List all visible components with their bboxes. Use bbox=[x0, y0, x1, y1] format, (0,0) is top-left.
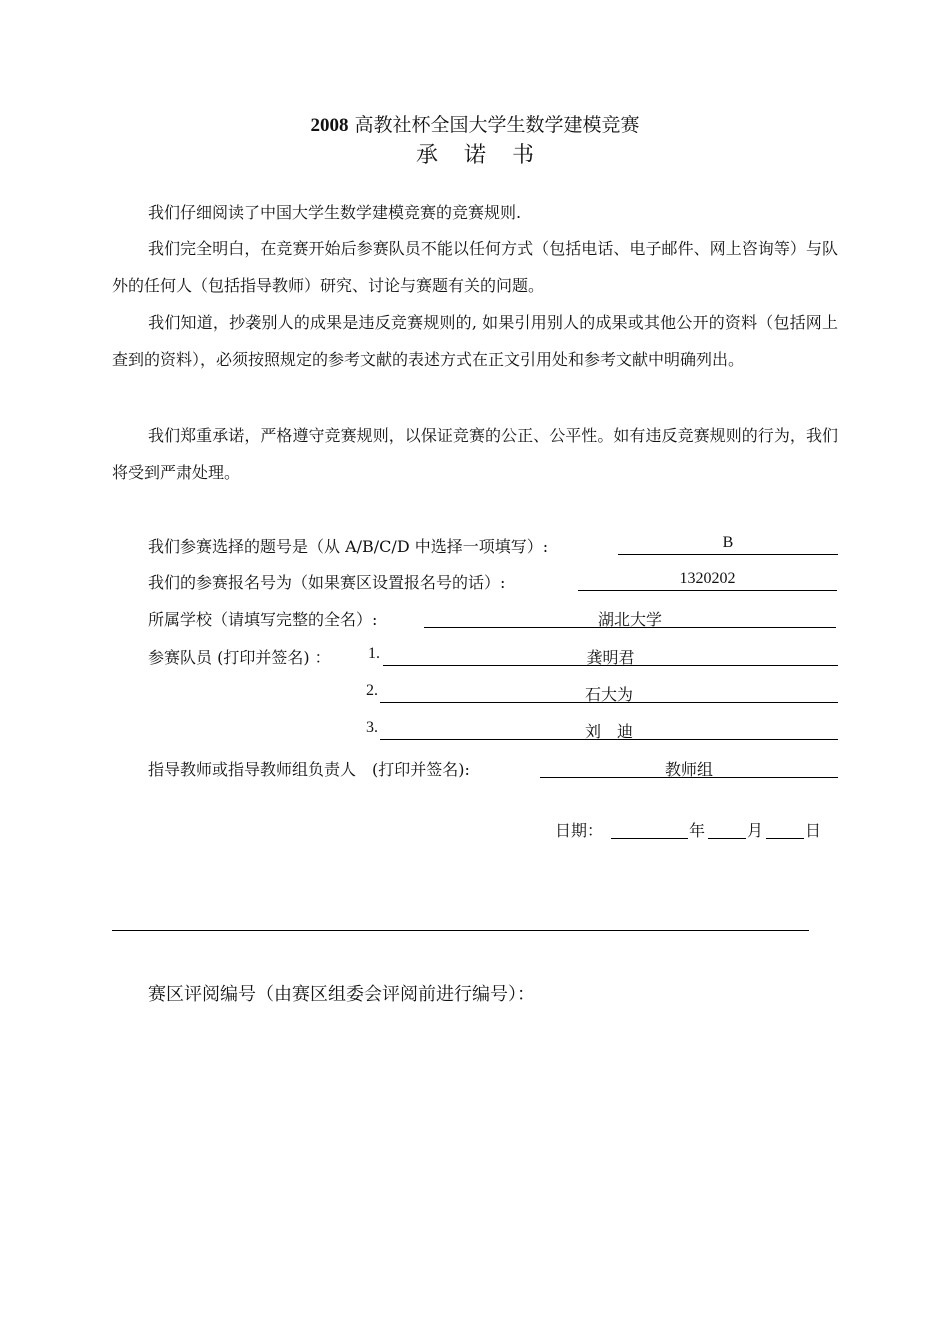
review-number-label: 赛区评阅编号（由赛区组委会评阅前进行编号）： bbox=[148, 984, 535, 1005]
date-month-unit: 月 bbox=[747, 821, 764, 840]
paragraph-1-text: 我们仔细阅读了中国大学生数学建模竞赛的竞赛规则. bbox=[148, 203, 522, 222]
advisor-label: 指导教师或指导教师组负责人 (打印并签名): bbox=[148, 760, 470, 779]
member-1-number: 1. bbox=[368, 645, 380, 662]
paragraph-3-text: 我们知道，抄袭别人的成果是违反竞赛规则的, 如果引用别人的成果或其他公开的资料（包括网上查到的资料），必须按照规定的参考文献的表述方式在正文引用处和参考文献中明确列出。 bbox=[112, 313, 838, 369]
date-label: 日期： bbox=[555, 821, 604, 840]
member-3-number: 3. bbox=[366, 719, 378, 736]
title-year: 2008 bbox=[310, 115, 349, 136]
school-field[interactable]: 湖北大学 bbox=[424, 607, 836, 628]
paragraph-2-text: 我们完全明白，在竞赛开始后参赛队员不能以任何方式（包括电话、电子邮件、网上咨询等）与队外的任何人（包括指导教师）研究、讨论与赛题有关的问题。 bbox=[112, 239, 838, 295]
date-day-field[interactable] bbox=[766, 818, 804, 839]
member-3-field[interactable]: 刘 迪 bbox=[380, 719, 838, 740]
member-2-field[interactable]: 石大为 bbox=[380, 682, 838, 703]
commitment-heading: 承诺书 bbox=[415, 143, 560, 168]
school-label: 所属学校（请填写完整的全名）: bbox=[148, 610, 378, 629]
member-1-field[interactable]: 龚明君 bbox=[383, 645, 838, 666]
problem-field[interactable]: B bbox=[618, 534, 838, 555]
problem-label: 我们参赛选择的题号是（从 A/B/C/D 中选择一项填写）: bbox=[148, 537, 549, 556]
paragraph-4 bbox=[112, 417, 838, 491]
advisor-field[interactable]: 教师组 bbox=[540, 757, 838, 778]
date-day-unit: 日 bbox=[805, 821, 822, 840]
registration-field[interactable]: 1320202 bbox=[578, 570, 837, 591]
paragraph-1 bbox=[112, 194, 838, 231]
date-year-field[interactable] bbox=[611, 818, 688, 839]
competition-title bbox=[0, 110, 950, 137]
paragraph-3 bbox=[112, 304, 838, 378]
registration-label: 我们的参赛报名号为（如果赛区设置报名号的话）: bbox=[148, 573, 506, 592]
title-competition-name: 高教社杯全国大学生数学建模竞赛 bbox=[354, 114, 640, 136]
date-year-unit: 年 bbox=[689, 821, 706, 840]
section-divider bbox=[112, 930, 809, 931]
members-label: 参赛队员 (打印并签名) ： bbox=[148, 648, 331, 667]
paragraph-4-text: 我们郑重承诺，严格遵守竞赛规则，以保证竞赛的公正、公平性。如有违反竞赛规则的行为，我们将受到严肃处理。 bbox=[112, 426, 838, 482]
member-2-number: 2. bbox=[366, 682, 378, 699]
date-month-field[interactable] bbox=[708, 818, 746, 839]
paragraph-2 bbox=[112, 230, 838, 304]
